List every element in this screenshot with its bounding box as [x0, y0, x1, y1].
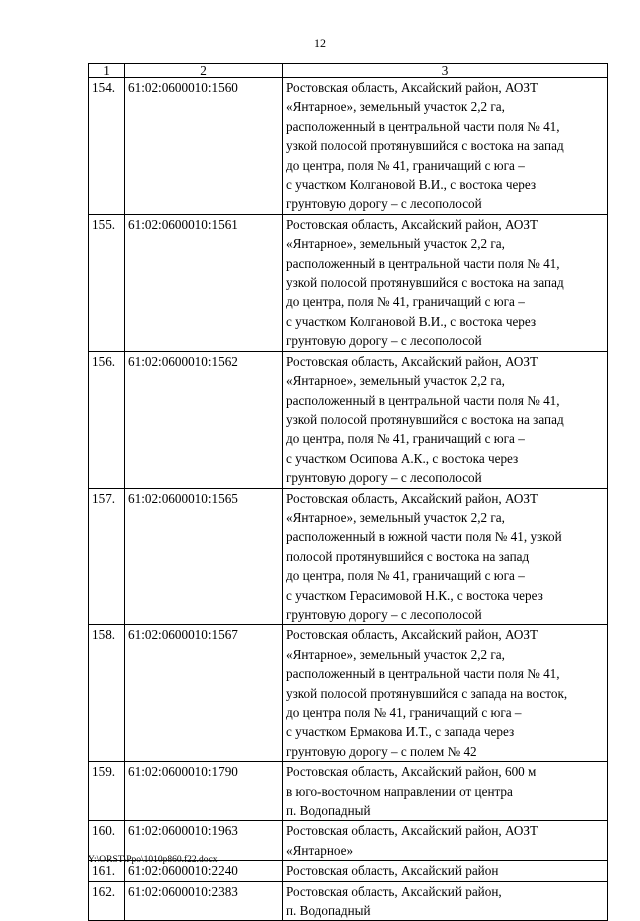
address-line: «Янтарное», земельный участок 2,2 га,	[286, 236, 505, 252]
address-line: с участком Ермакова И.Т., с запада через	[286, 724, 515, 740]
table-row	[89, 488, 608, 625]
plot-address	[283, 881, 608, 921]
cadastral-number: 61:02:0600010:1963	[125, 821, 283, 861]
address-line: грунтовую дорогу – с лесополосой	[286, 333, 482, 349]
address-line: до центра, поля № 41, граничащий с юга –	[286, 294, 525, 310]
address-line: узкой полосой протянувшийся с востока на запад	[286, 411, 564, 427]
address-line: узкой полосой протянувшийся с востока на запад	[286, 275, 564, 291]
row-number: 158.	[89, 625, 125, 762]
cadastral-number: 61:02:0600010:1565	[125, 488, 283, 625]
column-header-address: 3	[283, 64, 608, 78]
cadastral-number: 61:02:0600010:1560	[125, 78, 283, 215]
address-line: грунтовую дорогу – с полем № 42	[286, 743, 477, 759]
address-line: п. Водопадный	[286, 803, 371, 819]
page-number: 12	[314, 36, 326, 50]
address-line: до центра, поля № 41, граничащий с юга –	[286, 157, 525, 173]
plot-address	[283, 488, 608, 625]
address-line: Ростовская область, Аксайский район, 600 м	[286, 764, 537, 780]
table-row	[89, 625, 608, 762]
address-line: с участком Осипова А.К., с востока через	[286, 450, 519, 466]
address-line: до центра, поля № 41, граничащий с юга –	[286, 431, 525, 447]
row-number: 157.	[89, 488, 125, 625]
address-line: до центра, поля № 41, граничащий с юга –	[286, 568, 525, 584]
address-line: грунтовую дорогу – с лесополосой	[286, 196, 482, 212]
address-line: грунтовую дорогу – с лесополосой	[286, 606, 482, 622]
plot-address	[283, 762, 608, 821]
address-line: Ростовская область, Аксайский район,	[286, 883, 502, 899]
address-line: полосой протянувшийся с востока на запад	[286, 548, 530, 564]
address-line: грунтовую дорогу – с лесополосой	[286, 470, 482, 486]
cadastral-number: 61:02:0600010:1790	[125, 762, 283, 821]
address-line: «Янтарное», земельный участок 2,2 га,	[286, 509, 505, 525]
column-header-number: 1	[89, 64, 125, 78]
plot-address	[283, 625, 608, 762]
table-header-row	[89, 64, 608, 78]
row-number: 160.	[89, 821, 125, 861]
address-line: с участком Герасимовой Н.К., с востока через	[286, 587, 543, 603]
plot-address	[283, 351, 608, 488]
address-line: «Янтарное», земельный участок 2,2 га,	[286, 646, 505, 662]
address-line: узкой полосой протянувшийся с востока на запад	[286, 138, 564, 154]
plot-address	[283, 78, 608, 215]
plot-address	[283, 214, 608, 351]
row-number: 161.	[89, 861, 125, 881]
address-line: расположенный в центральной части поля № 41,	[286, 255, 560, 271]
column-header-cadastral: 2	[125, 64, 283, 78]
row-number: 156.	[89, 351, 125, 488]
cadastral-number: 61:02:0600010:1562	[125, 351, 283, 488]
table-row	[89, 881, 608, 921]
row-number: 159.	[89, 762, 125, 821]
address-line: Ростовская область, Аксайский район, АОЗТ	[286, 80, 539, 95]
address-line: Ростовская область, Аксайский район, АОЗТ	[286, 823, 539, 839]
table-body	[89, 78, 608, 921]
address-line: «Янтарное»	[286, 842, 354, 858]
address-line: п. Водопадный	[286, 903, 371, 919]
address-line: до центра поля № 41, граничащий с юга –	[286, 705, 522, 720]
table-row	[89, 762, 608, 821]
address-line: в юго-восточном направлении от центра	[286, 783, 513, 799]
address-line: расположенный в центральной части поля № 41,	[286, 392, 560, 408]
address-line: с участком Колгановой В.И., с востока через	[286, 313, 537, 329]
row-number: 155.	[89, 214, 125, 351]
plot-address	[283, 821, 608, 861]
address-line: Ростовская область, Аксайский район, АОЗТ	[286, 627, 539, 643]
address-line: узкой полосой протянувшийся с запада на восток,	[286, 685, 568, 701]
address-line: «Янтарное», земельный участок 2,2 га,	[286, 373, 505, 389]
table-row	[89, 351, 608, 488]
cadastral-number: 61:02:0600010:1561	[125, 214, 283, 351]
address-line: «Янтарное», земельный участок 2,2 га,	[286, 99, 505, 115]
row-number: 154.	[89, 78, 125, 215]
address-line: Ростовская область, Аксайский район, АОЗТ	[286, 353, 539, 369]
plot-address	[283, 861, 608, 881]
table-row	[89, 78, 608, 215]
address-line: Ростовская область, Аксайский район, АОЗТ	[286, 490, 539, 506]
cadastral-number: 61:02:0600010:2383	[125, 881, 283, 921]
address-line: с участком Колгановой В.И., с востока через	[286, 177, 537, 193]
footer-file-path: Y:\ORST\Ppo\1010p860.f22.docx	[88, 855, 218, 865]
address-line: расположенный в южной части поля № 41, узкой	[286, 529, 562, 545]
address-line: Ростовская область, Аксайский район, АОЗТ	[286, 216, 539, 232]
cadastral-number: 61:02:0600010:2240	[125, 861, 283, 881]
cadastral-number: 61:02:0600010:1567	[125, 625, 283, 762]
table-row	[89, 214, 608, 351]
address-line: Ростовская область, Аксайский район	[286, 863, 499, 879]
land-plots-table	[88, 63, 608, 921]
row-number: 162.	[89, 881, 125, 921]
address-line: расположенный в центральной части поля № 41,	[286, 666, 560, 682]
address-line: расположенный в центральной части поля № 41,	[286, 118, 560, 134]
